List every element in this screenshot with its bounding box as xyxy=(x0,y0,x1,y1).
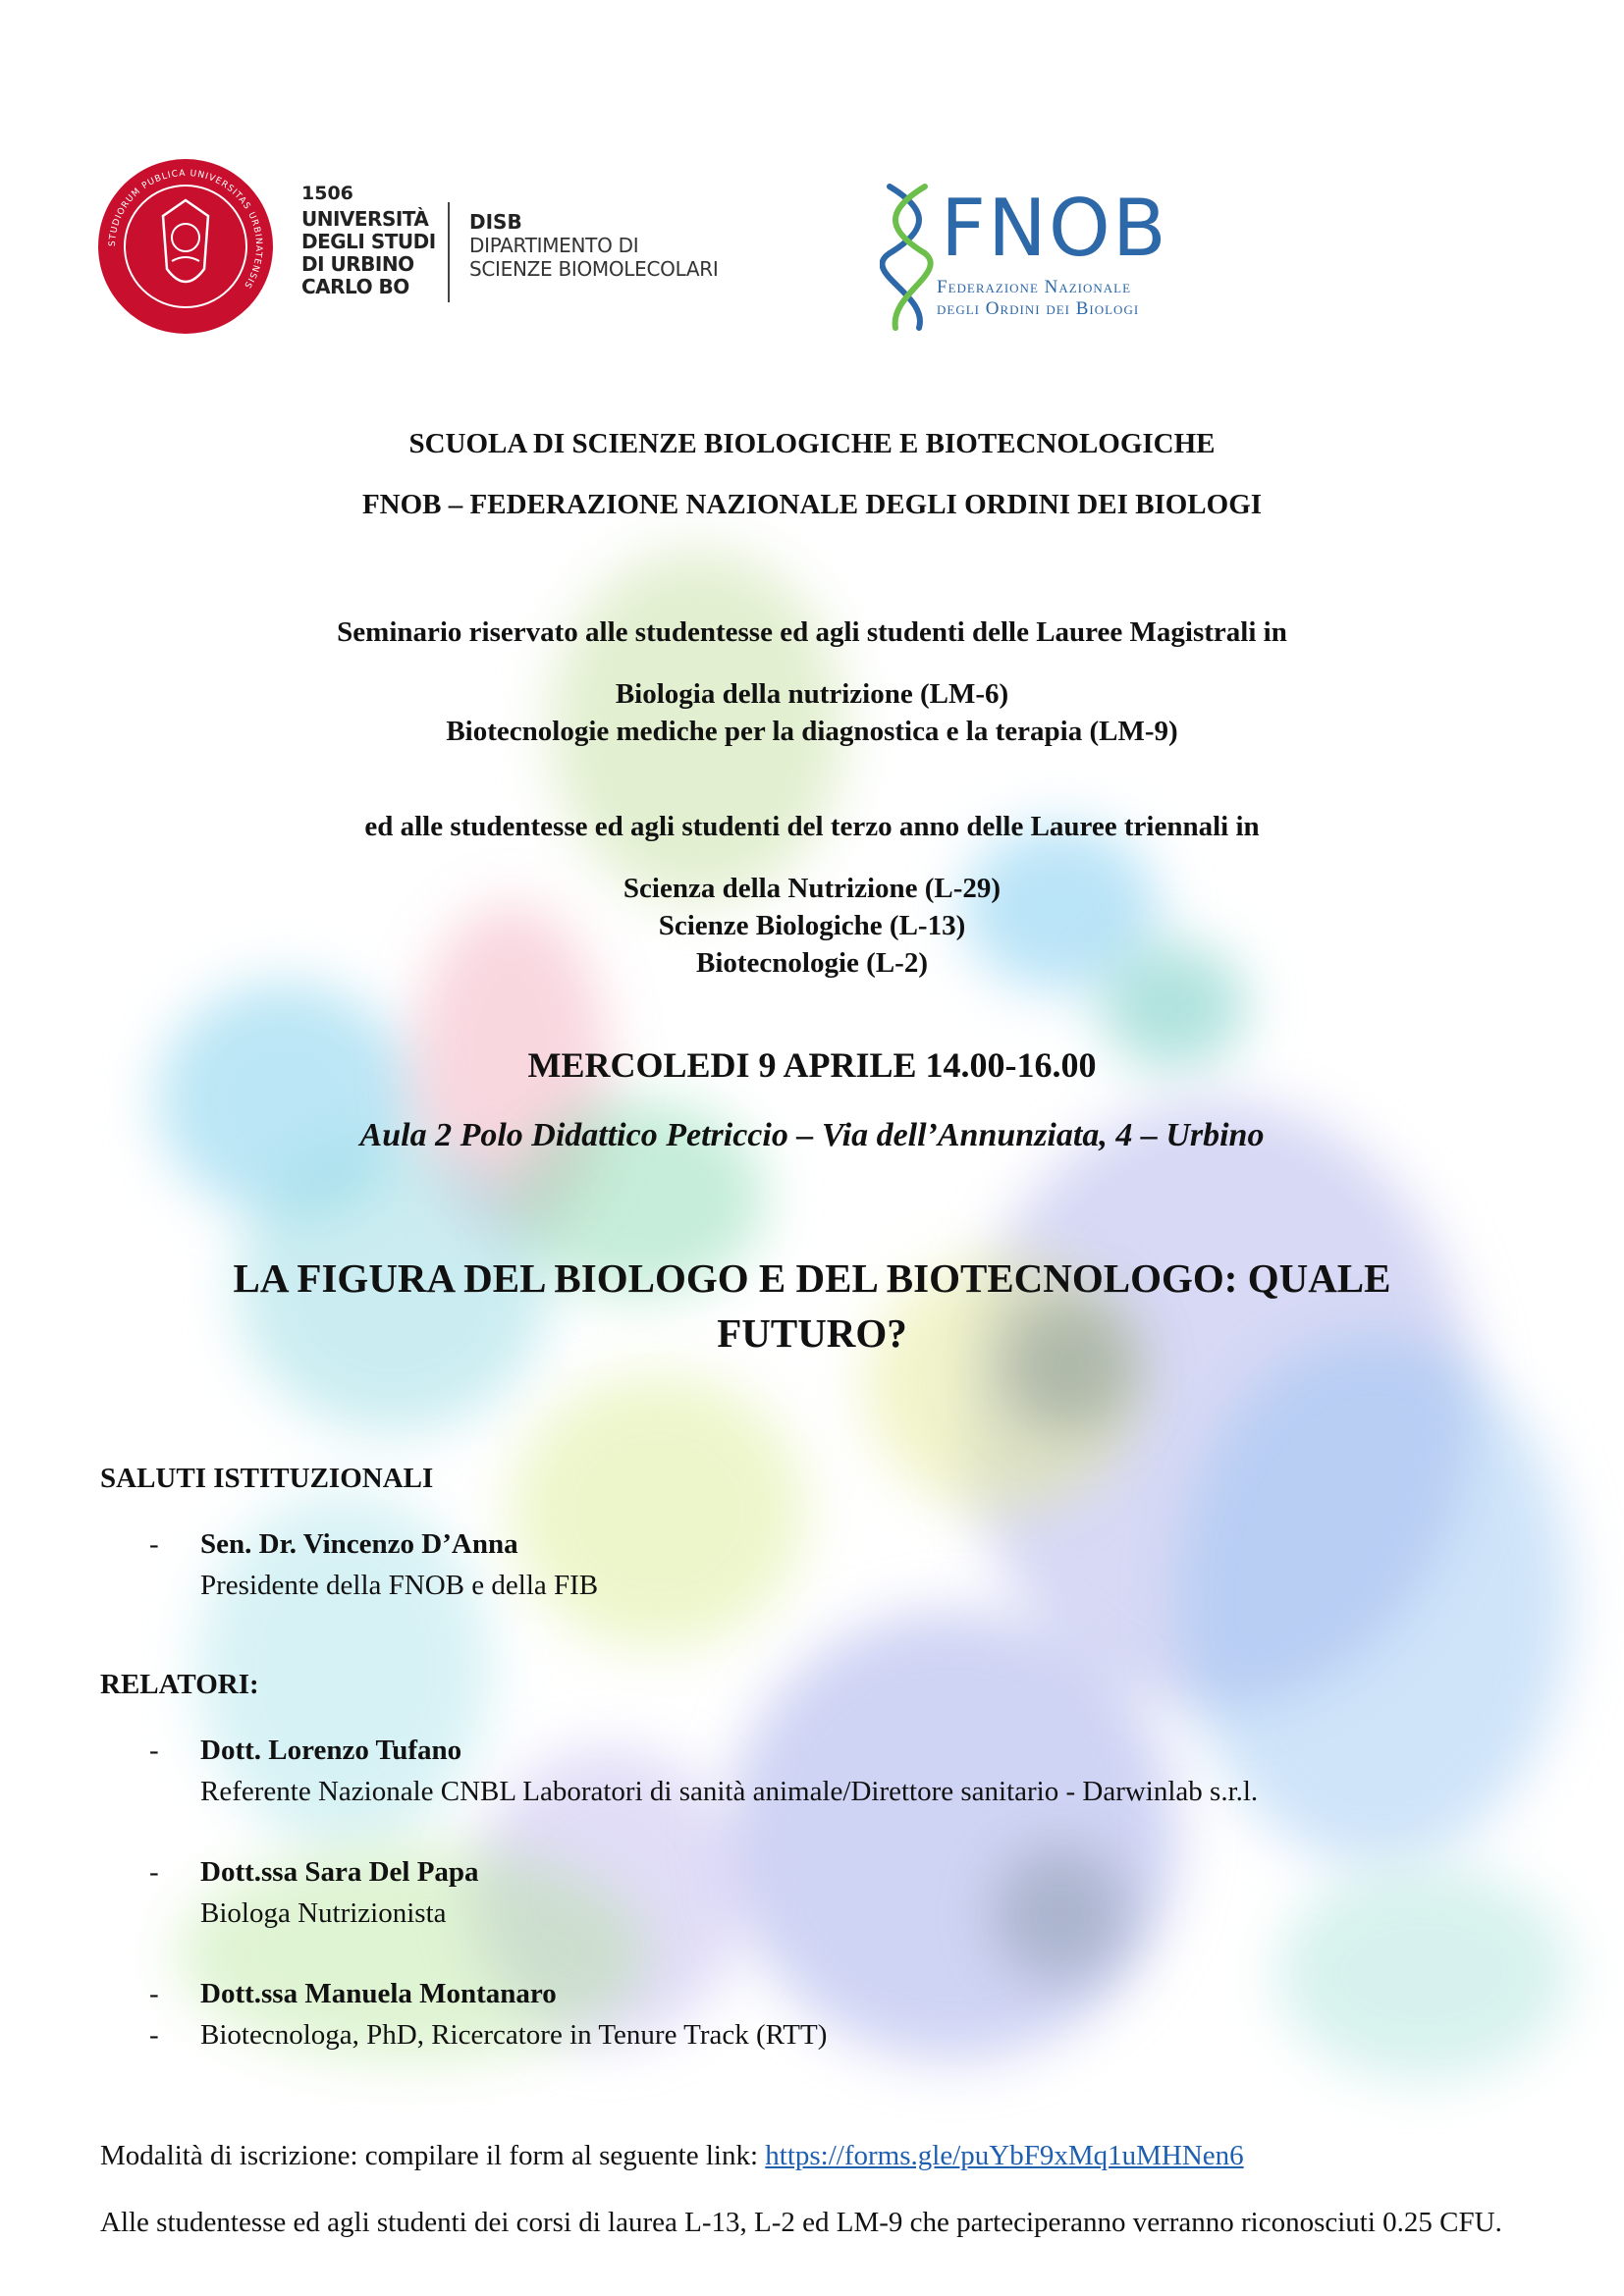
list-dash: - xyxy=(149,1856,159,1888)
magistrali-list xyxy=(0,675,1624,750)
list-dash: - xyxy=(149,2019,159,2051)
audience-intro-triennali: ed alle studentesse ed agli studenti del terzo anno delle Lauree triennali in xyxy=(364,811,1260,842)
magistrali-item: Biologia della nutrizione (LM-6) xyxy=(615,678,1009,710)
audience-intro-magistrali: Seminario riservato alle studentesse ed agli studenti delle Lauree Magistrali in xyxy=(337,616,1287,648)
seminar-title-line: LA FIGURA DEL BIOLOGO E DEL BIOTECNOLOGO: QUALE xyxy=(233,1255,1391,1301)
list-dash: - xyxy=(149,1978,159,2009)
logo-divider xyxy=(448,202,450,302)
dna-helix-icon xyxy=(880,181,935,334)
seminar-title xyxy=(0,1251,1624,1361)
triennali-item: Scienze Biologiche (L-13) xyxy=(658,910,966,941)
speaker-role: Biologa Nutrizionista xyxy=(200,1897,447,1929)
saluti-heading: SALUTI ISTITUZIONALI xyxy=(100,1463,434,1494)
speaker-name: Dott.ssa Sara Del Papa xyxy=(200,1856,479,1888)
disb-name: DIPARTIMENTO DI SCIENZE BIOMOLECOLARI xyxy=(469,234,719,281)
list-dash: - xyxy=(149,1735,159,1766)
triennali-item: Biotecnologie (L-2) xyxy=(696,947,928,979)
signup-info xyxy=(100,2140,1244,2172)
school-heading: SCUOLA DI SCIENZE BIOLOGICHE E BIOTECNOLOGICHE xyxy=(408,428,1216,459)
speaker-name: Sen. Dr. Vincenzo D’Anna xyxy=(200,1528,518,1560)
event-venue: Aula 2 Polo Didattico Petriccio – Via dell’Annunziata, 4 – Urbino xyxy=(359,1117,1265,1153)
magistrali-item: Biotecnologie mediche per la diagnostica e la terapia (LM-9) xyxy=(446,716,1178,747)
uniurb-name: UNIVERSITÀ DEGLI STUDI DI URBINO CARLO BO xyxy=(301,207,436,298)
fnob-logo-subtitle: Federazione Nazionale degli Ordini dei Biologi xyxy=(937,277,1140,319)
seal-ring-text: STUDIORUM PUBLICA UNIVERSITAS URBINATENSIS xyxy=(107,168,264,291)
fnob-logo-wordmark: FNOB xyxy=(941,183,1168,274)
speaker-role: Referente Nazionale CNBL Laboratori di sanità animale/Direttore sanitario - Darwinlab s.r.l. xyxy=(200,1776,1259,1807)
disb-acronym: DISB xyxy=(469,210,522,234)
event-date: MERCOLEDI 9 APRILE 14.00-16.00 xyxy=(527,1045,1097,1085)
speaker-role: Biotecnologa, PhD, Ricercatore in Tenure Track (RTT) xyxy=(200,2019,828,2051)
speaker-role: Presidente della FNOB e della FIB xyxy=(200,1570,599,1601)
triennali-list xyxy=(0,870,1624,982)
signup-form-link[interactable]: https://forms.gle/puYbF9xMq1uMHNen6 xyxy=(765,2140,1244,2171)
triennali-item: Scienza della Nutrizione (L-29) xyxy=(623,873,1001,904)
speaker-name: Dott.ssa Manuela Montanaro xyxy=(200,1978,557,2009)
cfu-note: Alle studentesse ed agli studenti dei corsi di laurea L-13, L-2 ed LM-9 che parteciperanno verranno riconosciuti 0.25 CFU. xyxy=(100,2207,1502,2238)
uniurb-founding-year: 1506 xyxy=(301,183,353,204)
signup-text: Modalità di iscrizione: compilare il form al seguente link: xyxy=(100,2140,766,2171)
seminar-title-line: FUTURO? xyxy=(717,1310,907,1356)
federation-heading: FNOB – FEDERAZIONE NAZIONALE DEGLI ORDINI DEI BIOLOGI xyxy=(361,489,1263,520)
uniurb-seal-logo xyxy=(98,159,273,334)
speaker-name: Dott. Lorenzo Tufano xyxy=(200,1735,462,1766)
list-dash: - xyxy=(149,1528,159,1560)
relatori-heading: RELATORI: xyxy=(100,1669,259,1700)
